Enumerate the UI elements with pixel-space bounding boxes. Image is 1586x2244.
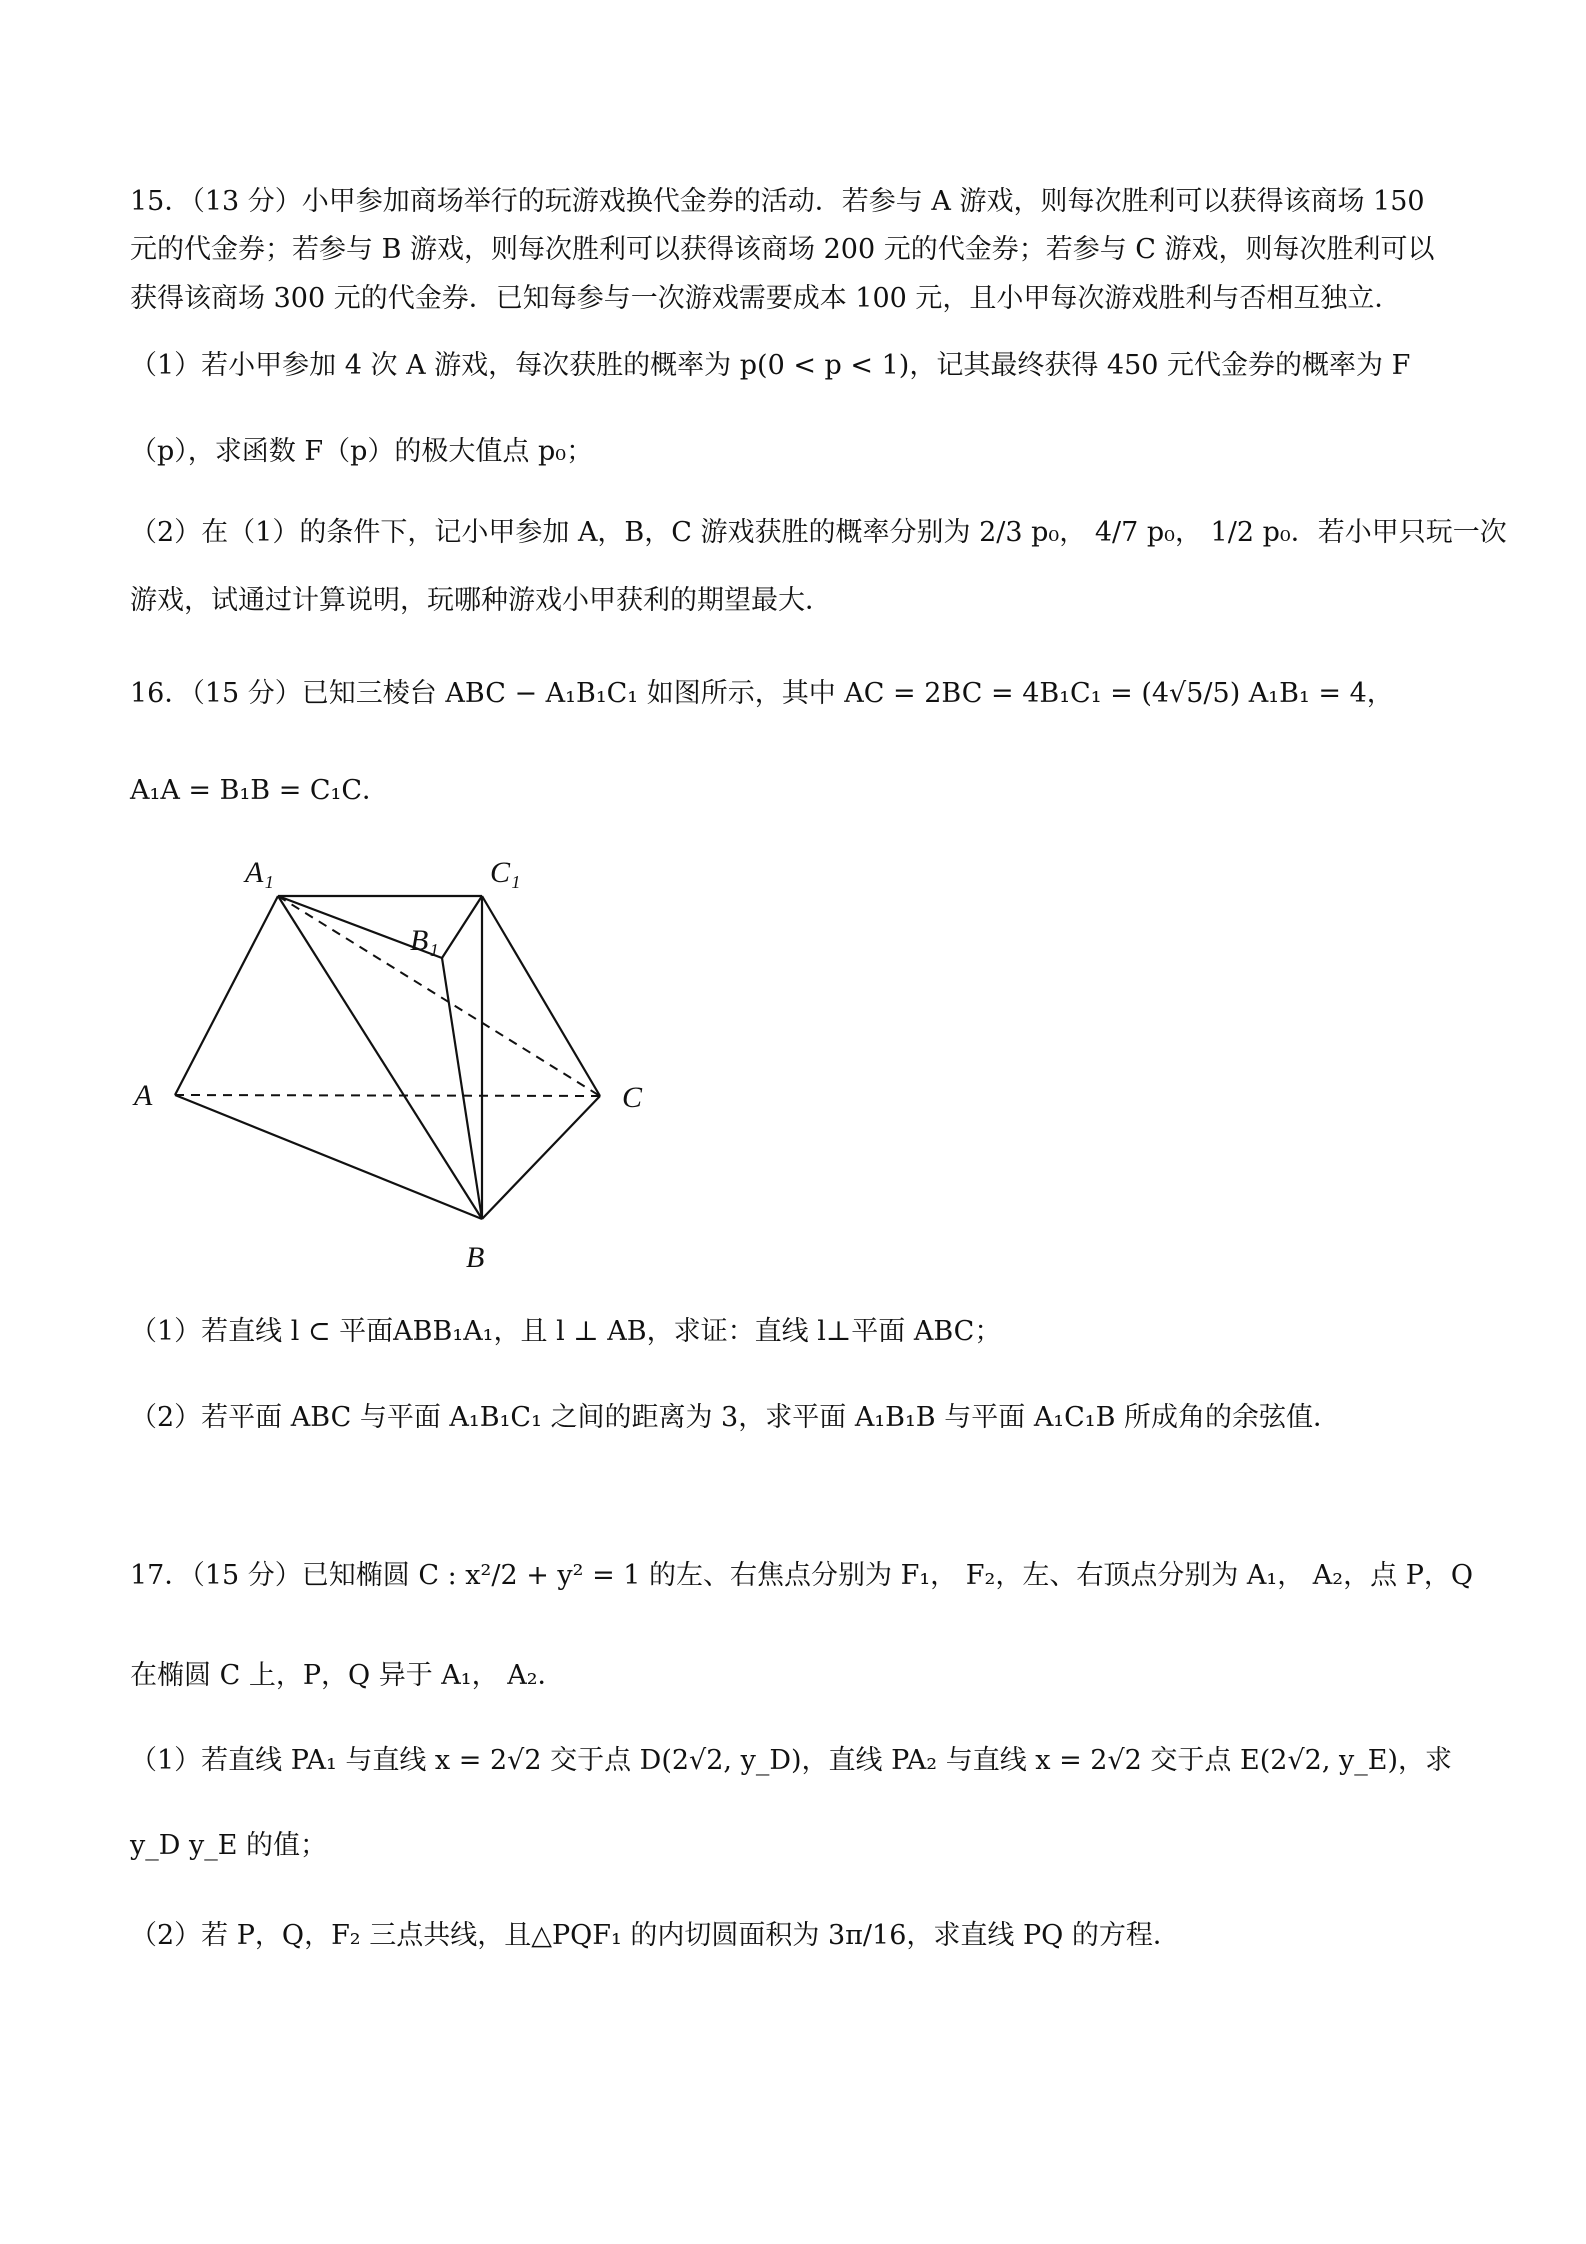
edge-B1C1 [442,896,482,958]
q15-part2-line-1: （2）在（1）的条件下，记小甲参加 A，B，C 游戏获胜的概率分别为 2/3 p₀， 4/7 p₀， 1/2 p₀．若小甲只玩一次 [130,517,1507,548]
label-A1: A₁ [245,856,274,889]
edge-A1A [175,896,278,1095]
q15-stem-line-2: 元的代金券；若参与 B 游戏，则每次胜利可以获得该商场 200 元的代金券；若参与 C 游戏，则每次胜利可以 [130,234,1435,265]
q15-part1-line-1: （1）若小甲参加 4 次 A 游戏，每次获胜的概率为 p(0 < p < 1)，记其最终获得 450 元代金券的概率为 F [130,350,1411,381]
edge-C1C [482,896,600,1096]
q16-stem-line-1: 16．（15 分）已知三棱台 ABC − A₁B₁C₁ 如图所示，其中 AC = 2BC = 4B₁C₁ = (4√5/5) A₁B₁ = 4， [130,678,1394,709]
q17-part1-line-2: y_D y_E 的值； [130,1830,328,1861]
label-C: C [622,1081,643,1114]
q15-part1-line-2: （p），求函数 F（p）的极大值点 p₀； [130,436,594,467]
q15-stem-line-3: 获得该商场 300 元的代金券．已知每参与一次游戏需要成本 100 元，且小甲每次游戏胜利与否相互独立． [130,283,1402,314]
edge-BC [482,1096,600,1219]
edge-AC-hidden [175,1095,600,1096]
edge-AB [175,1095,482,1219]
label-B1: B₁ [410,924,439,957]
label-C1: C₁ [490,856,521,889]
q17-part2: （2）若 P，Q，F₂ 三点共线，且△PQF₁ 的内切圆面积为 3π/16，求直线 PQ 的方程． [130,1920,1180,1951]
label-B: B [466,1241,485,1274]
q17-stem-line-1: 17．（15 分）已知椭圆 C : x²/2 + y² = 1 的左、右焦点分别为 F₁， F₂，左、右顶点分别为 A₁， A₂，点 P，Q [130,1560,1474,1591]
q15-stem-line-1: 15．（13 分）小甲参加商场举行的玩游戏换代金券的活动．若参与 A 游戏，则每次胜利可以获得该商场 150 [130,186,1425,217]
frustum-figure [130,842,660,1282]
q16-part1: （1）若直线 l ⊂ 平面ABB₁A₁，且 l ⊥ AB，求证：直线 l⊥平面 ABC； [130,1316,1002,1347]
q17-stem-line-2: 在椭圆 C 上，P，Q 异于 A₁， A₂． [130,1660,565,1691]
q15-part2-line-2: 游戏，试通过计算说明，玩哪种游戏小甲获利的期望最大． [130,585,832,616]
q17-part1-line-1: （1）若直线 PA₁ 与直线 x = 2√2 交于点 D(2√2, y_D)，直线 PA₂ 与直线 x = 2√2 交于点 E(2√2, y_E)，求 [130,1745,1452,1776]
q16-part2: （2）若平面 ABC 与平面 A₁B₁C₁ 之间的距离为 3，求平面 A₁B₁B 与平面 A₁C₁B 所成角的余弦值． [130,1402,1341,1433]
edge-B1B [442,958,482,1219]
edge-A1C-hidden [278,896,600,1096]
label-A: A [134,1079,153,1112]
q16-stem-line-2: A₁A = B₁B = C₁C． [130,775,390,806]
